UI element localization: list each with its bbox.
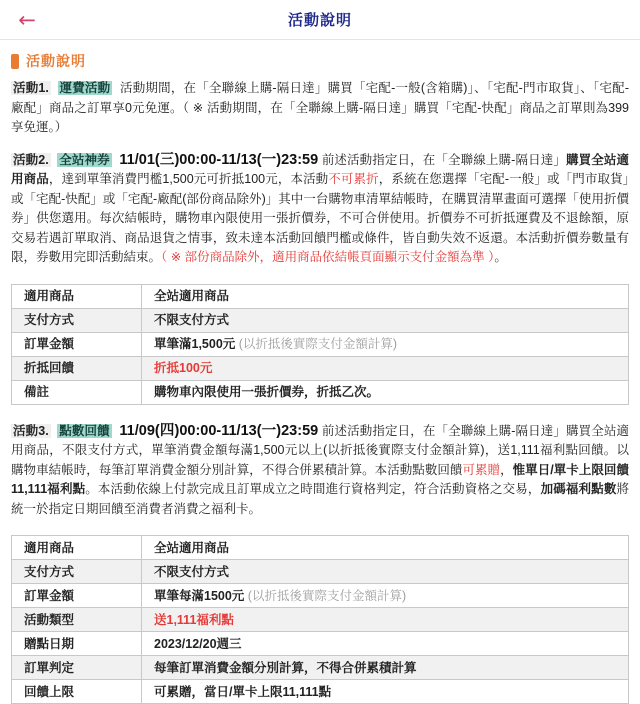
activity-1-body: 活動期間，在「全聯線上購-隔日達」購買「宅配-一般(含箱購)」、「宅配-門市取貨」、「宅配-廠配」商品之訂單享0元免運。（ ※ 活動期間，在「全聯線上購-隔日達」購買「宅配-快配」商品之訂單則為399享免運。） bbox=[11, 81, 629, 134]
table-row bbox=[12, 284, 629, 308]
row-remarks-label: 備註 bbox=[12, 380, 142, 404]
content-area bbox=[0, 40, 640, 704]
row-reward-limit-value bbox=[142, 680, 629, 704]
table-row bbox=[12, 560, 629, 584]
row-payment-method-value bbox=[142, 308, 629, 332]
row-points-grant-date-value bbox=[142, 632, 629, 656]
top-bar bbox=[0, 0, 640, 40]
activity-2-text: ，達到單筆消費門檻1,500元可折抵100元，本活動 bbox=[48, 172, 329, 186]
row-remarks-value bbox=[142, 380, 629, 404]
table-row bbox=[12, 308, 629, 332]
page-title: 活動說明 bbox=[287, 12, 352, 29]
row-order-judgement-label: 訂單判定 bbox=[12, 656, 142, 680]
points-rules-table bbox=[11, 535, 629, 704]
activity-3-text: 。本活動依線上付款完成且訂單成立之時間進行資格判定，符合活動資格之交易， bbox=[85, 482, 541, 496]
activity-3-bonus-points: 加碼福利點數 bbox=[540, 482, 617, 496]
row-payment-method-value bbox=[142, 560, 629, 584]
activity-2-text: 前述活動指定日，在「全聯線上購-隔日達」 bbox=[321, 152, 566, 167]
row-applicable-products-value bbox=[142, 284, 629, 308]
cell-text: 不限支付方式 bbox=[154, 564, 230, 579]
cell-text: 單筆滿1,500元 bbox=[154, 337, 236, 351]
cell-note: (以折抵後實際支付金額計算) bbox=[244, 588, 407, 603]
back-button[interactable]: ← bbox=[12, 6, 42, 34]
cell-text: 購物車內限使用一張折價券，折抵乙次。 bbox=[154, 385, 380, 399]
activity-1-tag: 運費活動 bbox=[59, 81, 111, 95]
activity-2-tag: 全站神券 bbox=[59, 152, 110, 167]
row-reward-limit-label: 回饋上限 bbox=[12, 680, 142, 704]
activity-2-paragraph bbox=[11, 151, 629, 268]
table-row bbox=[12, 656, 629, 680]
activity-2-exclusion-note: （ ※ 部份商品除外，適用商品依結帳頁面顯示支付金額為準 ） bbox=[161, 250, 495, 264]
table-row bbox=[12, 680, 629, 704]
activity-3-text: ， bbox=[500, 462, 513, 477]
activity-2-date: 11/01(三)00:00-11/13(一)23:59 bbox=[119, 151, 319, 168]
row-payment-method-label: 支付方式 bbox=[12, 308, 142, 332]
row-order-amount-value bbox=[142, 584, 629, 608]
activity-2-label: 活動2. bbox=[13, 152, 49, 167]
row-order-amount-value bbox=[142, 332, 629, 356]
activity-2-text: ，系統在您選擇「宅配-一般」或「門市取貨」或「宅配-快配」或「宅配-廠配(部份商品除外)」其中一台購物車清單結帳時，在購買清單畫面可選擇「使用折價券」供您選用。每次結帳時，購物車內限使用一張折價券，不可合併使用。折價券不可折抵運費及不退餘額，原交易若遇訂單取消、商品退貨之情事，致未達本活動回饋門檻或條件，皆自動失效不返還。本活動折價券數量有限，券數用完即活動結束。 bbox=[11, 172, 629, 264]
row-order-judgement-value bbox=[142, 656, 629, 680]
activity-2-no-stack-note: 不可累折 bbox=[328, 172, 379, 186]
activity-3-text: 前述活動指定日，在「全聯線上購-隔日達」購買全站適用商品，不限支付方式，單筆消費金額每滿1,500元以上(以折抵後實際支付金額計算)，送1,111福利點回饋。以購物車結帳時，每筆訂單消費金額分別計算，不得合併累積計算。本活動點數回饋 bbox=[11, 423, 629, 477]
row-order-amount-label: 訂單金額 bbox=[12, 584, 142, 608]
cell-text: 全站適用商品 bbox=[154, 289, 230, 303]
row-payment-method-label: 支付方式 bbox=[12, 560, 142, 584]
activity-1-paragraph bbox=[11, 79, 629, 138]
table-row bbox=[12, 356, 629, 380]
activity-3-limit-note: 惟單日/單卡上限回饋11,111福利點 bbox=[11, 462, 629, 496]
activity-1-label: 活動1. bbox=[13, 81, 49, 95]
cell-text: 全站適用商品 bbox=[154, 540, 230, 555]
row-points-grant-date-label: 贈點日期 bbox=[12, 632, 142, 656]
table-row bbox=[12, 536, 629, 560]
activity-2-bold-scope: 購買全站適用商品 bbox=[11, 152, 629, 186]
cell-text: 單筆每滿1500元 bbox=[154, 588, 245, 603]
row-applicable-products-label: 適用商品 bbox=[12, 284, 142, 308]
activity-3-tag: 點數回饋 bbox=[59, 423, 110, 438]
coupon-rules-table bbox=[11, 284, 629, 405]
row-applicable-products-value bbox=[142, 536, 629, 560]
cell-text: 折抵100元 bbox=[154, 361, 213, 375]
table-row bbox=[12, 608, 629, 632]
cell-text: 送1,111福利點 bbox=[154, 612, 234, 627]
row-order-amount-label: 訂單金額 bbox=[12, 332, 142, 356]
activity-3-label: 活動3. bbox=[13, 423, 49, 438]
section-title: 活動說明 bbox=[26, 53, 86, 69]
section-bullet-icon bbox=[11, 54, 19, 69]
activity-3-stackable-note: 可累贈 bbox=[462, 462, 501, 477]
cell-text: 可累贈，當日/單卡上限11,111點 bbox=[154, 684, 332, 699]
table-row bbox=[12, 380, 629, 404]
activity-2-text: 。 bbox=[494, 250, 507, 264]
section-header bbox=[11, 51, 629, 71]
row-activity-type-value bbox=[142, 608, 629, 632]
activity-3-date: 11/09(四)00:00-11/13(一)23:59 bbox=[119, 422, 319, 439]
row-applicable-products-label: 適用商品 bbox=[12, 536, 142, 560]
cell-text: 每筆訂單消費金額分別計算，不得合併累積計算 bbox=[154, 660, 417, 675]
cell-text: 2023/12/20週三 bbox=[154, 636, 242, 651]
cell-text: 不限支付方式 bbox=[154, 313, 230, 327]
activity-3-paragraph bbox=[11, 422, 629, 520]
row-discount-reward-value bbox=[142, 356, 629, 380]
row-activity-type-label: 活動類型 bbox=[12, 608, 142, 632]
table-row bbox=[12, 584, 629, 608]
row-discount-reward-label: 折抵回饋 bbox=[12, 356, 142, 380]
activity-3-text: 將統一於指定日期回饋至消費者消費之福利卡。 bbox=[11, 482, 629, 516]
table-row bbox=[12, 632, 629, 656]
table-row bbox=[12, 332, 629, 356]
cell-note: (以折抵後實際支付金額計算) bbox=[235, 337, 398, 351]
